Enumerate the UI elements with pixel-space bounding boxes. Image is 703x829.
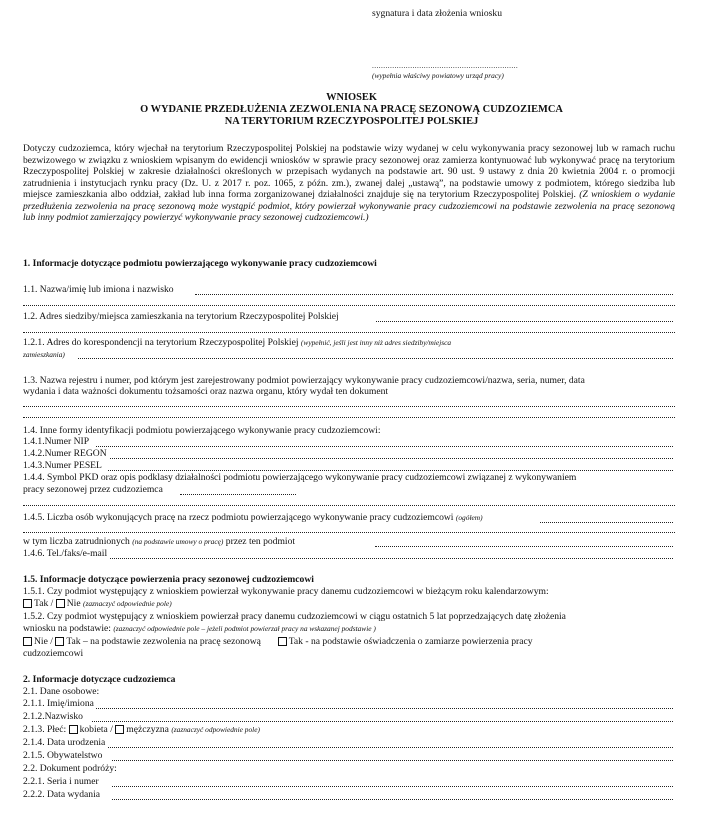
- male-label: mężczyzna: [126, 724, 169, 735]
- field-2-2-2-label: 2.2.2. Data wydania: [23, 789, 100, 800]
- field-1-3-input-line-2[interactable]: [23, 417, 675, 418]
- field-1-2-1-note: (wypełnić, jeśli jest inny niż adres siedziby/miejsca: [300, 338, 452, 347]
- pkd-input-line-2[interactable]: [23, 505, 675, 506]
- field-1-4-5-b-note: (na podstawie umowy o pracę): [132, 537, 224, 546]
- first-name-input[interactable]: [96, 708, 673, 709]
- intro-paragraph: [23, 143, 675, 224]
- pesel-input[interactable]: [108, 470, 673, 471]
- question-1-5-1-options: [23, 598, 172, 609]
- q1-yes-label: Tak /: [34, 598, 54, 609]
- field-1-4-label: 1.4. Inne formy identyfikacji podmiotu powierzającego wykonywanie pracy cudzoziemcowi:: [23, 425, 381, 436]
- field-2-1-5-label: 2.1.5. Obywatelstwo: [23, 750, 103, 761]
- employees-total-input-line-2[interactable]: [23, 532, 675, 533]
- q2-permit-checkbox[interactable]: [55, 637, 64, 646]
- field-1-4-2-label: 1.4.2.Numer REGON: [23, 448, 107, 459]
- issue-date-input[interactable]: [112, 799, 673, 800]
- office-note: (wypełnia właściwy powiatowy urząd pracy): [372, 71, 504, 80]
- q1-no-checkbox[interactable]: [56, 599, 65, 608]
- regon-input[interactable]: [110, 458, 673, 459]
- field-1-2-1-text: 1.2.1. Adres do korespondencji na terytorium Rzeczypospolitej Polskiej: [23, 337, 299, 348]
- field-2-1-4-label: 2.1.4. Data urodzenia: [23, 737, 106, 748]
- field-2-1-label: 2.1. Dane osobowe:: [23, 686, 100, 697]
- male-checkbox[interactable]: [115, 725, 124, 734]
- field-1-4-5-b-text: w tym liczba zatrudnionych: [23, 536, 130, 547]
- field-1-1-input-line-2[interactable]: [23, 305, 675, 306]
- field-1-4-5-b-tail: przez ten podmiot: [225, 536, 296, 547]
- q2-declaration-label-b: cudzoziemcowi: [23, 648, 84, 659]
- field-2-1-1-label: 2.1.1. Imię/imiona: [23, 698, 94, 709]
- question-1-5-2-note: (zaznaczyć odpowiednie pole – jeżeli podmiot powierzał pracy na wskazanej podstawie ): [113, 624, 376, 633]
- title-line-1: WNIOSEK: [326, 92, 377, 103]
- field-1-4-6-label: 1.4.6. Tel./faks/e-mail: [23, 548, 108, 559]
- field-1-2-1-note-b: zamieszkania): [23, 350, 65, 359]
- field-1-4-3-label: 1.4.3.Numer PESEL: [23, 460, 102, 471]
- field-1-4-5-text: 1.4.5. Liczba osób wykonujących pracę na rzecz podmiotu powierzającego wykonywanie pracy cudzoziemcowi: [23, 512, 454, 523]
- intro-text: Dotyczy cudzoziemca, który wjechał na terytorium Rzeczypospolitej Polskiej na podstawie wizy wydanej w celu wykonywania pracy sezonowej lub w ramach ruchu bezwizowego w związku z wnioskiem wpisanym do ewidencji wniosków w sprawie pracy sezonowej oraz zamierza kontynuować lub wykonywać pracę na terytorium Rzeczypospolitej Polskiej w zakresie działalności określonych w przepisach wydanych na podstawie art. 90 ust. 9 ustawy z dnia 20 kwietnia 2004 r. o promocji zatrudnienia i instytucjach rynku pracy (Dz. U. z 2017 r. poz. 1065, z późn. zm.), zwanej dalej „ustawą”, na podstawie umowy z podmiotem, którego siedziba lub miejsce zamieszkania albo oddział, zakład lub inna forma zorganizowanej działalności znajduje się na terytorium Rzeczypospolitej Polskiej.: [23, 143, 675, 200]
- birth-date-input[interactable]: [108, 747, 673, 748]
- question-1-5-2-b-text: wniosku na podstawie:: [23, 623, 111, 634]
- field-1-2-1-input[interactable]: [78, 358, 673, 359]
- field-1-4-4-label-a: 1.4.4. Symbol PKD oraz opis podklasy działalności podmiotu powierzającego wykonywanie pracy cudzoziemcowi związanej z wykonywaniem: [23, 472, 577, 483]
- field-1-3-label-a: 1.3. Nazwa rejestru i numer, pod którym jest zarejestrowany podmiot powierzający wykonywanie pracy cudzoziemcowi/nazwa, seria, numer, data: [23, 375, 585, 386]
- citizenship-input[interactable]: [112, 760, 673, 761]
- female-checkbox[interactable]: [69, 725, 78, 734]
- field-2-2-1-label: 2.2.1. Seria i numer: [23, 776, 99, 787]
- section-1-heading: 1. Informacje dotyczące podmiotu powierzającego wykonywanie pracy cudzoziemcowi: [23, 258, 377, 269]
- field-1-2-input-line-2[interactable]: [23, 332, 675, 333]
- question-1-5-1: 1.5.1. Czy podmiot występujący z wnioskiem powierzał wykonywanie pracy danemu cudzoziemcowi w bieżącym roku kalendarzowym:: [23, 586, 549, 597]
- employees-contract-input[interactable]: [375, 546, 673, 547]
- field-1-4-4-label-b: pracy sezonowej przez cudzoziemca: [23, 484, 163, 495]
- field-1-4-1-label: 1.4.1.Numer NIP: [23, 436, 90, 447]
- question-1-5-2-options: [23, 636, 533, 647]
- signature-label: sygnatura i data złożenia wniosku: [372, 8, 503, 19]
- field-1-4-5-note: (ogółem): [455, 513, 483, 522]
- field-1-3-label-b: wydania i data ważności dokumentu tożsamości oraz nazwa organu, który wydał ten dokument: [23, 386, 389, 397]
- q2-declaration-checkbox[interactable]: [278, 637, 287, 646]
- field-2-1-3-label: 2.1.3. Płeć:: [23, 724, 67, 735]
- question-1-5-2-a: 1.5.2. Czy podmiot występujący z wnioskiem powierzał pracy danemu cudzoziemcowi w ciągu ostatnich 5 lat poprzedzających datę złożenia: [23, 611, 566, 622]
- field-1-2-1-label: [23, 337, 451, 348]
- signature-dots: .................................................................: [372, 61, 519, 70]
- q2-permit-label: Tak – na podstawie zezwolenia na pracę sezonową: [66, 636, 261, 647]
- q1-note: (zaznaczyć odpowiednie pole): [82, 599, 172, 608]
- employees-total-input[interactable]: [540, 522, 673, 523]
- field-1-4-5-b-label: [23, 536, 295, 547]
- contact-input[interactable]: [110, 558, 673, 559]
- title-line-2: O WYDANIE PRZEDŁUŻENIA ZEZWOLENIA NA PRACĘ SEZONOWĄ CUDZOZIEMCA: [140, 104, 563, 115]
- surname-input[interactable]: [92, 721, 673, 722]
- gender-note: (zaznaczyć odpowiednie pole): [171, 725, 260, 734]
- q2-no-label: Nie /: [34, 636, 53, 647]
- field-1-2-label: 1.2. Adres siedziby/miejsca zamieszkania na terytorium Rzeczypospolitej Polskiej: [23, 311, 339, 322]
- section-1-5-heading: 1.5. Informacje dotyczące powierzenia pracy sezonowej cudzoziemcowi: [23, 574, 314, 585]
- section-2-heading: 2. Informacje dotyczące cudzoziemca: [23, 674, 176, 685]
- document-number-input[interactable]: [112, 786, 673, 787]
- field-2-1-3-row: [23, 724, 260, 735]
- q1-no-label: Nie: [66, 598, 81, 609]
- title-line-3: NA TERYTORIUM RZECZYPOSPOLITEJ POLSKIEJ: [224, 116, 479, 127]
- q1-yes-checkbox[interactable]: [23, 599, 32, 608]
- field-1-2-input[interactable]: [376, 321, 673, 322]
- pkd-input[interactable]: [180, 494, 296, 495]
- q2-no-checkbox[interactable]: [23, 637, 32, 646]
- field-1-3-input[interactable]: [23, 406, 675, 407]
- q2-declaration-label: Tak - na podstawie oświadczenia o zamiarze powierzenia pracy: [288, 636, 533, 647]
- field-1-4-5-label: [23, 512, 483, 523]
- field-1-1-label: 1.1. Nazwa/imię lub imiona i nazwisko: [23, 284, 174, 295]
- field-2-1-2-label: 2.1.2.Nazwisko: [23, 711, 83, 722]
- field-2-2-label: 2.2. Dokument podróży:: [23, 763, 117, 774]
- question-1-5-2-b: [23, 623, 376, 634]
- field-1-1-input[interactable]: [195, 294, 673, 295]
- female-label: kobieta /: [79, 724, 113, 735]
- intro-italic-note: (Z wnioskiem o wydanie przedłużenia zezwolenia na pracę sezonową może wystąpić podmiot, który powierzał wykonywanie pracy cudzoziemcowi na podstawie zezwolenia na pracę sezonową lub inny podmiot zamierzający powierzyć wykonywanie pracy sezonowej cudzoziemcowi.): [23, 189, 675, 223]
- nip-input[interactable]: [96, 446, 673, 447]
